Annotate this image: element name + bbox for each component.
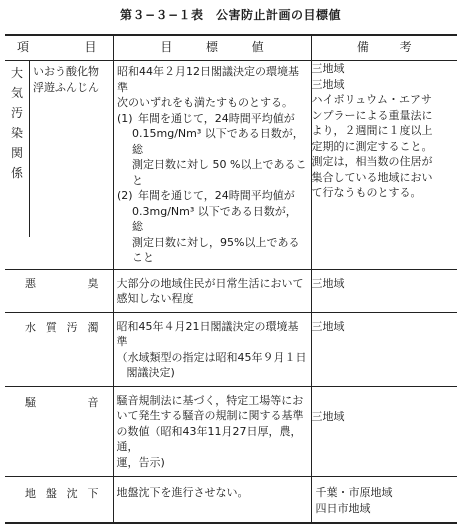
noise-line: 騒音規制法に基づく，特定工場等にお	[116, 393, 304, 407]
note-line: て行なうものとする。	[311, 186, 422, 199]
noise-line: 運，告示)	[116, 455, 165, 469]
odor-category	[5, 269, 113, 312]
note-line: 測定は，相当数の住居が	[311, 155, 433, 168]
subsidence-category-char: 盤	[45, 487, 57, 500]
air-category-char: 係	[10, 166, 23, 180]
air-pollutant	[29, 61, 113, 237]
condition-number: (2)	[117, 189, 133, 202]
note-line: 千葉・市原地域	[315, 486, 393, 499]
header-note	[311, 35, 457, 61]
header-note-char: 備	[356, 40, 369, 55]
pollutant-line: いおう酸化物	[33, 65, 99, 78]
subsidence-line: 地盤沈下を進行させない。	[116, 486, 249, 499]
noise-category	[5, 386, 113, 477]
subsidence-target	[113, 477, 311, 524]
water-line: 閣議決定)	[126, 366, 175, 379]
condition-line: 0.3mg/Nm³ 以下である日数が，総	[132, 204, 297, 233]
water-category-char: 水	[25, 320, 36, 334]
condition-line: 年間を通じて，24時間平均値が	[138, 189, 295, 202]
row-air	[5, 61, 457, 270]
subsidence-category	[5, 477, 113, 524]
water-line: （水域類型の指定は昭和45年９月１日	[116, 350, 307, 364]
note-line: 三地域	[311, 77, 345, 91]
row-subsidence	[5, 477, 457, 524]
pollutant-line: 浮遊ふんじん	[33, 80, 99, 94]
header-item-char: 目	[84, 40, 97, 55]
air-category-char: 関	[10, 146, 23, 160]
header-note-char: 考	[399, 40, 412, 55]
header-row	[5, 35, 457, 61]
air-condition-1	[117, 111, 308, 189]
header-item	[5, 35, 113, 61]
header-target-char: 標	[205, 40, 218, 55]
water-note: 三地域	[311, 312, 457, 386]
noise-line: の数値（昭和43年11月27日厚，農，通，	[116, 424, 302, 453]
air-note	[311, 61, 457, 270]
air-target	[114, 61, 311, 269]
air-category	[5, 61, 29, 183]
air-condition-2	[117, 188, 308, 266]
note-line: ンプラーによる重量法に	[311, 108, 433, 122]
pollution-target-table	[5, 34, 457, 524]
note-line: ハイボリュウム・エアサ	[311, 93, 433, 106]
water-target	[113, 312, 311, 386]
condition-line: 測定日数に対し，95%以上であること	[132, 235, 300, 264]
subsidence-category-char: 沈	[66, 487, 78, 500]
subsidence-category-char: 地	[25, 487, 36, 500]
header-target-char: 値	[251, 40, 264, 55]
condition-number: (1)	[117, 111, 133, 125]
row-odor	[5, 269, 457, 312]
noise-target	[113, 386, 311, 477]
water-category-char: 濁	[87, 320, 99, 334]
odor-line: 感知しない程度	[116, 292, 194, 305]
noise-line: いて発生する騒音の規制に関する基準	[116, 409, 304, 422]
header-item-char: 項	[17, 40, 30, 55]
odor-line: 大部分の地域住民が日常生活において	[116, 276, 304, 290]
condition-line: 0.15mg/Nm³ 以下である日数が，総	[132, 127, 304, 156]
odor-note: 三地域	[311, 269, 457, 312]
odor-category-char: 悪	[25, 276, 36, 290]
note-line: より，２週間に１度以上	[311, 124, 433, 137]
row-water	[5, 312, 457, 386]
air-category-char: 染	[10, 126, 23, 140]
water-line: 昭和45年４月21日閣議決定の環境基準	[116, 319, 299, 348]
condition-line: 測定日数に対し 50 %以上であること	[132, 158, 307, 187]
air-category-char: 気	[10, 86, 23, 100]
air-category-char: 大	[10, 66, 23, 80]
table-caption: 第３−３−１表 公害防止計画の目標値	[119, 8, 342, 22]
air-category-char: 汚	[10, 106, 23, 120]
water-category-char: 汚	[66, 320, 78, 334]
odor-category-char: 臭	[87, 276, 99, 290]
header-target	[113, 35, 311, 61]
noise-note: 三地域	[311, 386, 457, 477]
odor-target	[113, 269, 311, 312]
noise-category-char: 音	[87, 395, 99, 409]
note-line: 定期的に測定すること。	[311, 139, 433, 153]
row-noise	[5, 386, 457, 477]
condition-line: 年間を通じて，24時間平均値が	[138, 111, 295, 125]
air-intro-line: 昭和44年２月12日閣議決定の環境基準	[117, 65, 299, 94]
subsidence-note	[311, 477, 457, 524]
subsidence-category-char: 下	[87, 487, 99, 500]
header-target-char: 目	[160, 40, 173, 55]
air-intro-line: 次のいずれをも満たすものとする。	[117, 96, 293, 109]
note-line: 集合している地域におい	[311, 170, 433, 184]
note-line: 三地域	[311, 62, 345, 75]
water-category-char: 質	[45, 320, 57, 334]
noise-category-char: 騒	[25, 395, 36, 409]
note-line: 四日市地域	[315, 501, 371, 515]
water-category	[5, 312, 113, 386]
